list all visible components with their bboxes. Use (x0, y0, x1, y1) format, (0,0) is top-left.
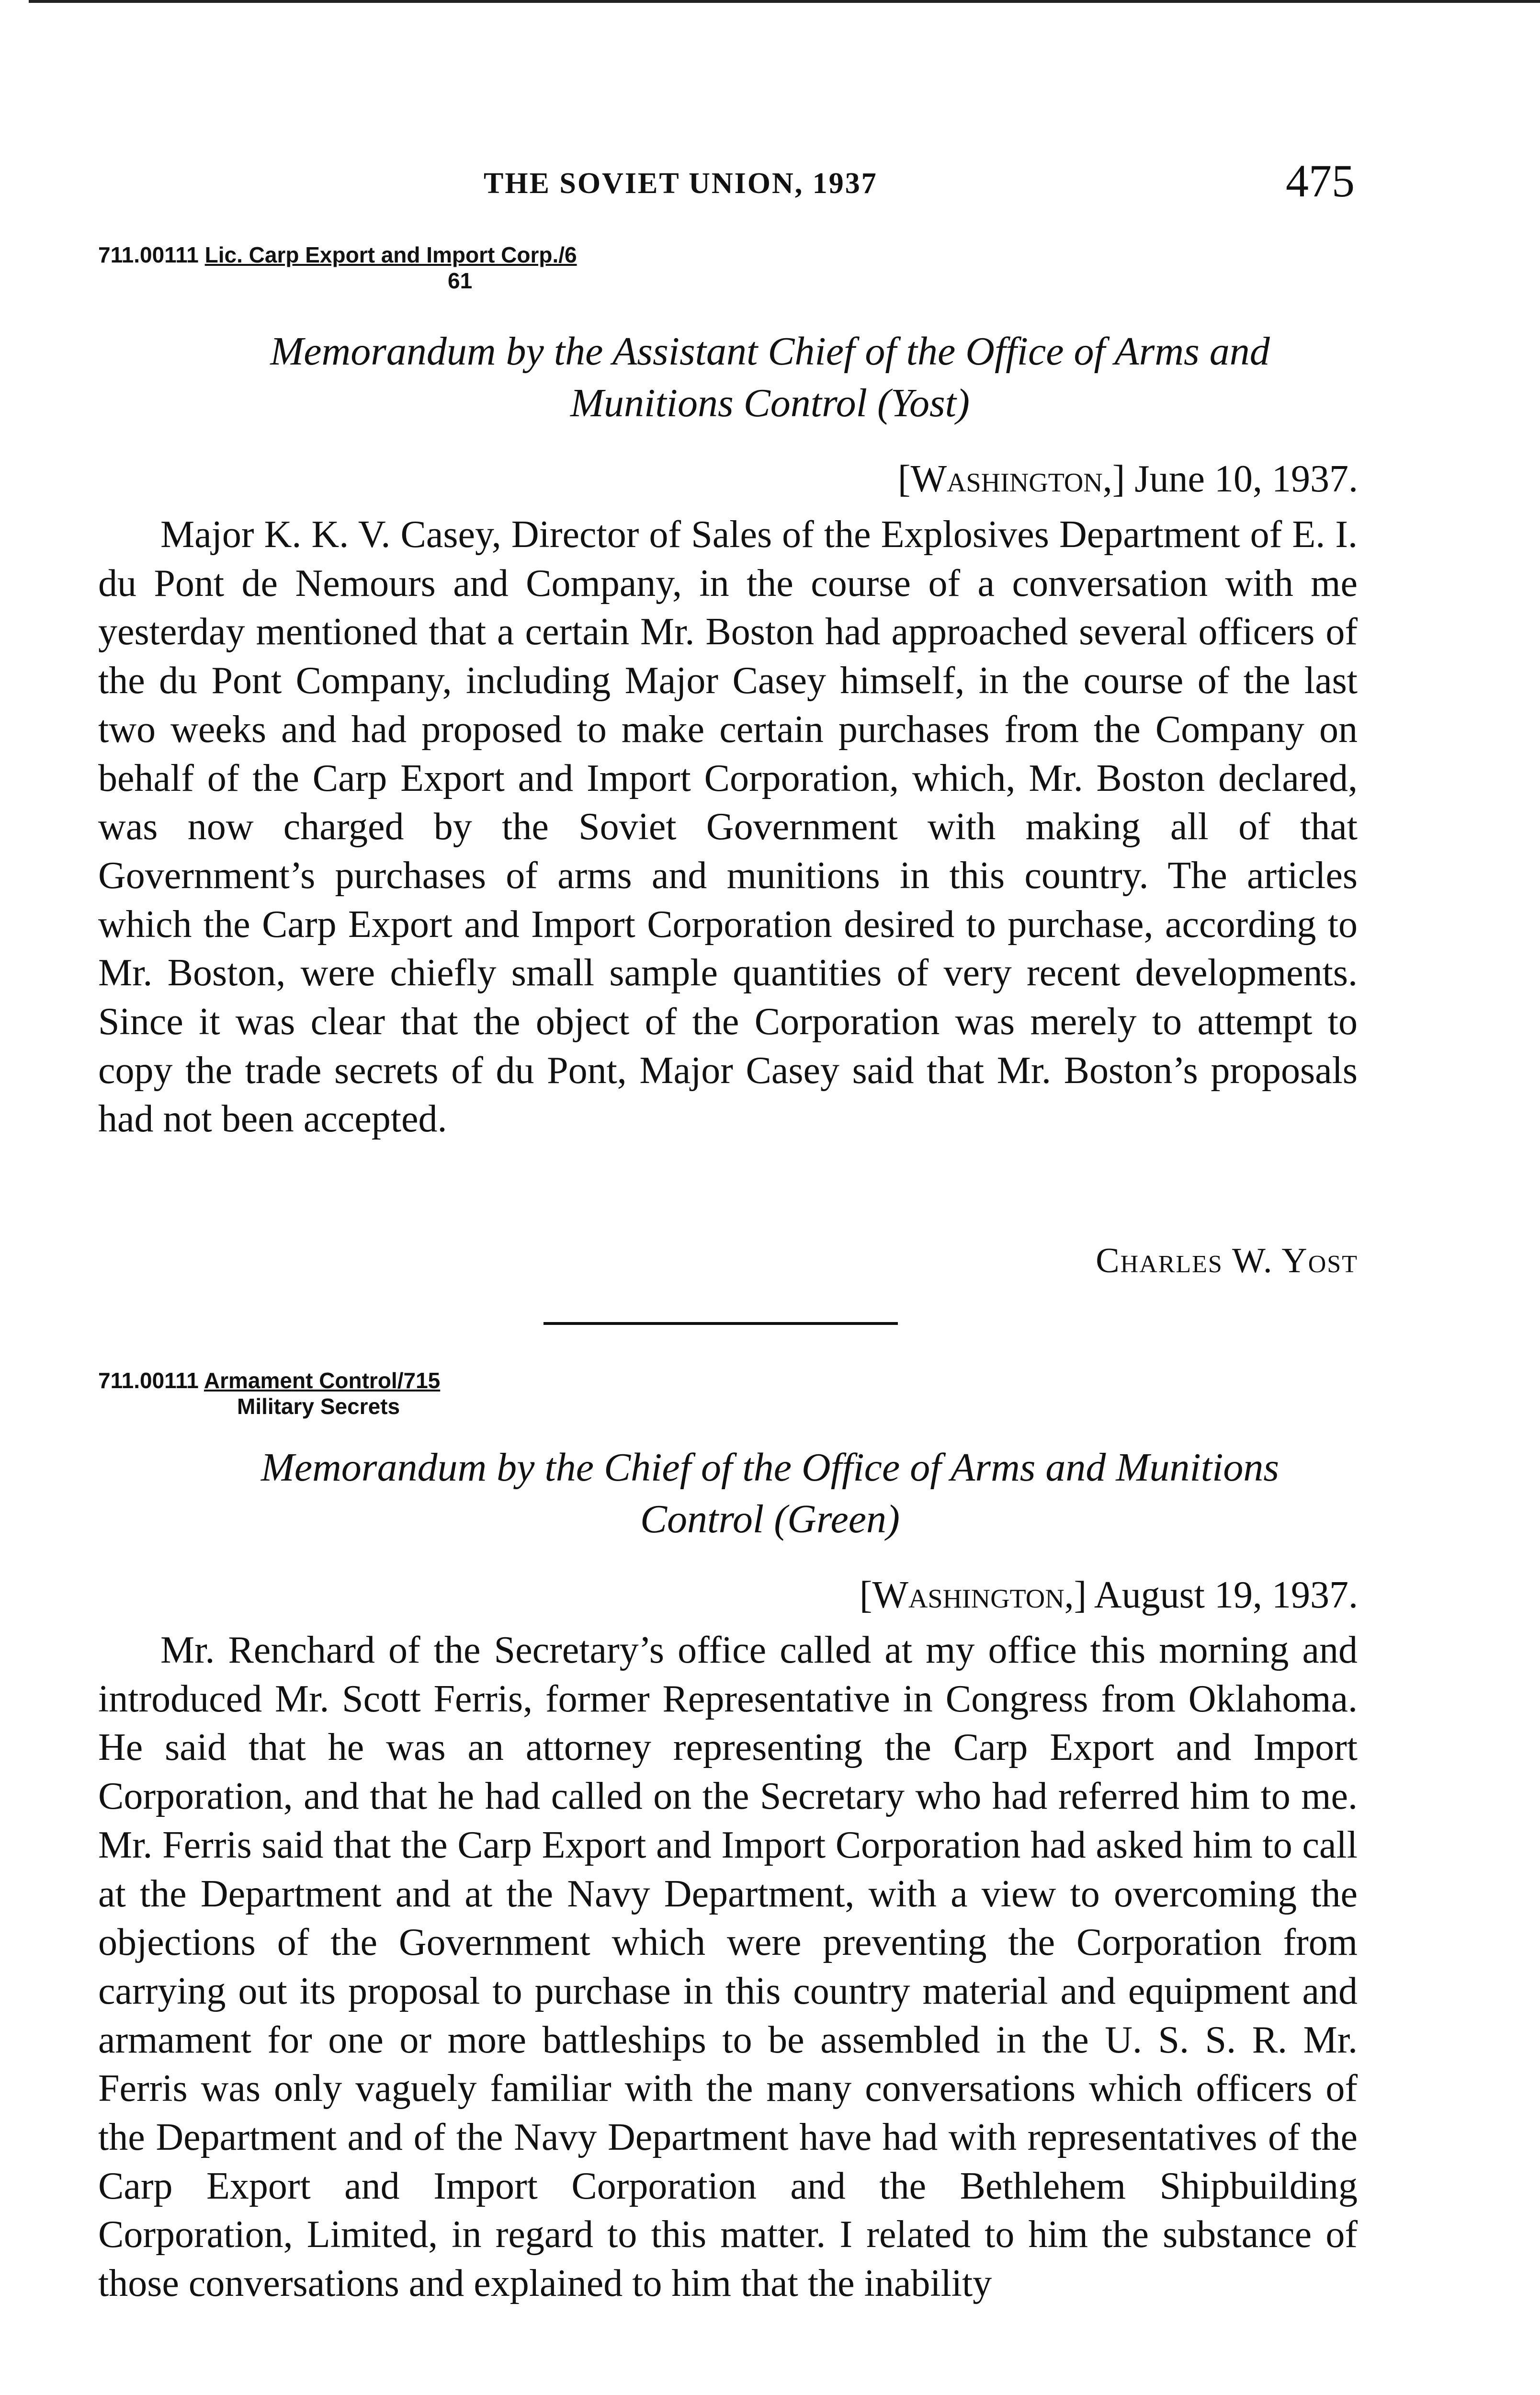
title-line: Memorandum by the Chief of the Office of Arms and Munitions (260, 1445, 1280, 1490)
signature: Charles W. Yost (1096, 1241, 1358, 1280)
page-number: 475 (1286, 155, 1355, 206)
file-ref-prefix: 711.00111 (98, 242, 205, 267)
dateline-date: August 19, 1937. (1087, 1574, 1358, 1616)
file-ref-numerator: Armament Control/715 (204, 1368, 441, 1393)
file-ref-numerator: Lic. Carp Export and Import Corp./6 (204, 242, 577, 267)
dateline-place: [Washington,] (859, 1574, 1087, 1616)
title-line: Munitions Control (Yost) (570, 381, 970, 425)
title-line: Control (Green) (640, 1497, 900, 1541)
top-edge-rule (29, 0, 1540, 3)
file-reference-2 (98, 1368, 440, 1419)
dateline-date: June 10, 1937. (1125, 458, 1358, 500)
dateline-1 (898, 457, 1358, 501)
section-divider (544, 1322, 898, 1325)
memo-title-2 (96, 1442, 1444, 1545)
memo-title-1 (96, 326, 1444, 429)
memo-body-2: Mr. Renchard of the Secretary’s office called at my office this morning and introduced Mr. Scott Ferris, former Representative in Congress from Oklahoma. He said that he was an attorney representing the Carp Export and Import Corporation, and that he had called on the Secretary who had referred him to me. Mr. Ferris said that the Carp Export and Import Corporation had asked him to call at the Department and at the Navy Department, with a view to overcoming the objections of the Government which were preventing the Corporation from carrying out its proposal to purchase in this country material and equipment and armament for one or more battleships to be assembled in the U. S. S. R. Mr. Ferris was only vaguely familiar with the many conversations which officers of the Department and of the Navy Department have had with representatives of the Carp Export and Import Corporation and the Bethlehem Shipbuilding Corporation, Limited, in regard to this matter. I related to him the substance of those conversations and explained to him that the inability (98, 1629, 1358, 2305)
running-head: THE SOVIET UNION, 1937 (484, 167, 878, 200)
file-reference-1 (98, 242, 577, 294)
dateline-place: [Washington,] (897, 458, 1125, 500)
file-ref-denominator: 61 (448, 268, 473, 293)
memo-body-1: Major K. K. V. Casey, Director of Sales of the Explosives Department of E. I. du Pont de Nemours and Company, in the course of a conversation with me yesterday mentioned that a certain Mr. Boston had approached several officers of the du Pont Company, including Major Casey himself, in the course of the last two weeks and had proposed to make certain purchases from the Company on behalf of the Carp Export and Import Corporation, which, Mr. Boston declared, was now charged by the Soviet Government with making all of that Government’s purchases of arms and munitions in this country. The articles which the Carp Export and Import Corporation desired to purchase, according to Mr. Boston, were chiefly small sample quantities of very recent developments. Since it was clear that the object of the Corporation was merely to attempt to copy the trade secrets of du Pont, Major Casey said that Mr. Boston’s proposals had not been accepted. (98, 513, 1358, 1140)
file-ref-denominator: Military Secrets (237, 1394, 400, 1419)
dateline-2 (860, 1574, 1358, 1617)
title-line: Memorandum by the Assistant Chief of the Office of Arms and (270, 329, 1270, 374)
file-ref-prefix: 711.00111 (98, 1368, 204, 1393)
